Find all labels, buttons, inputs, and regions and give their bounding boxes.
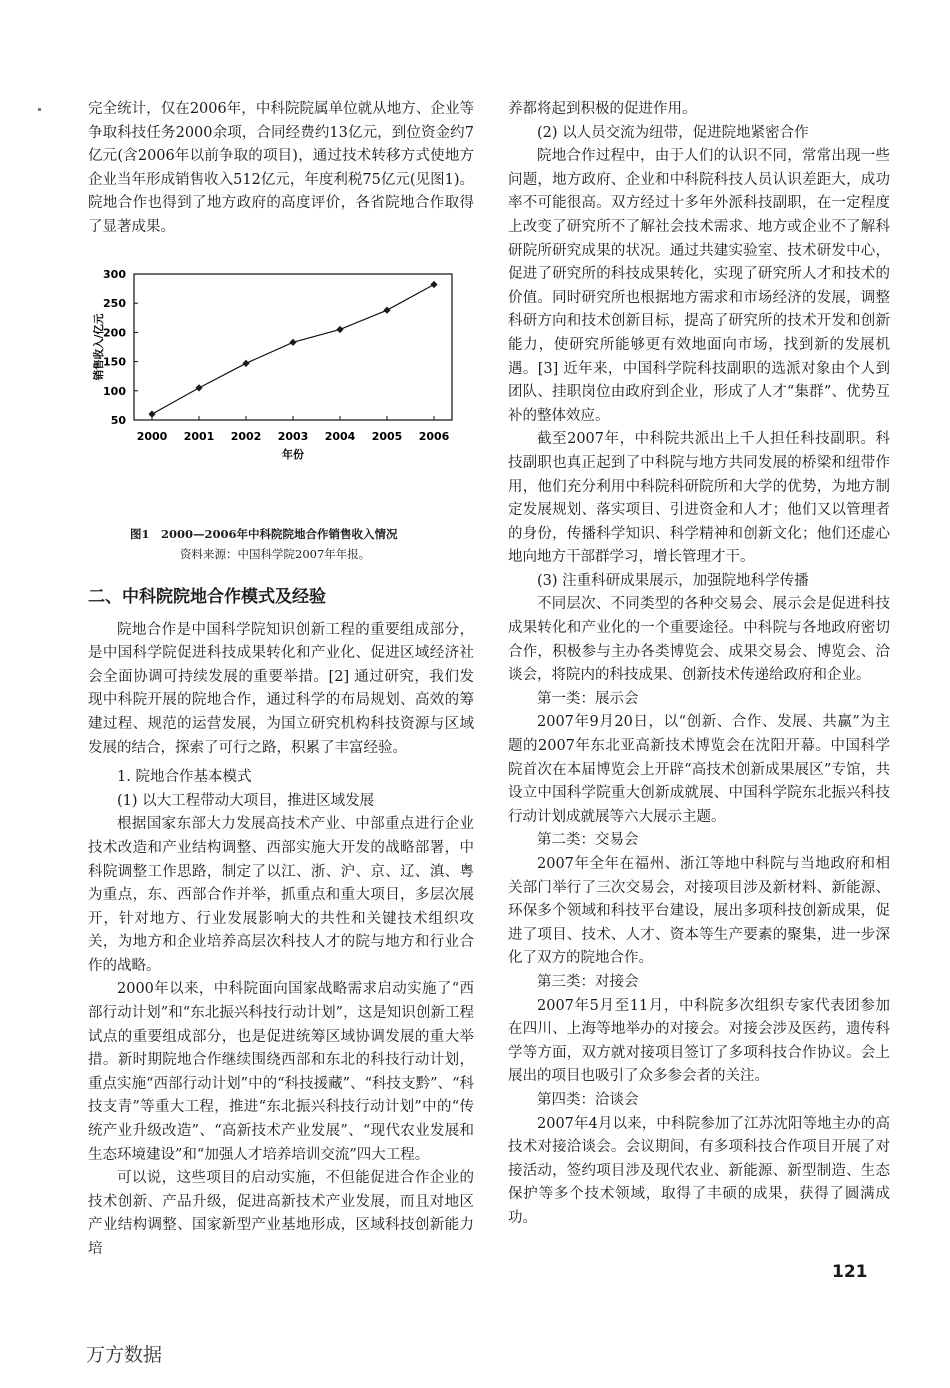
x-tick-label: 2001 bbox=[183, 429, 215, 443]
figure-1-chart bbox=[88, 266, 474, 524]
right-column bbox=[508, 98, 890, 1231]
x-tick-label: 2003 bbox=[277, 429, 309, 443]
category-2-paragraph: 2007年全年在福州、浙江等地中科院与当地政府和相关部门举行了三次交易会，对接项目涉及新材料、新能源、环保多个领域和科技平台建设，展出多项科技创新成果，促进了项目、技术、人才、资本等生产要素的聚集，进一步深化了双方的院地合作。 bbox=[508, 856, 890, 967]
data-point-2001 bbox=[195, 384, 202, 391]
category-1-heading: 第一类：展示会 bbox=[537, 690, 639, 707]
y-tick-label: 200 bbox=[103, 325, 126, 339]
category-1-paragraph: 2007年9月20日，以“创新、合作、发展、共赢”为主题的2007年东北亚高新技术博览会在沈阳开幕。中国科学院首次在本届博览会上开辟“高技术创新成果展区”专馆，共设立中国科学院重大创新成就展、中国科学院东北振兴科技行动计划成就展等六大展示主题。 bbox=[508, 714, 890, 825]
series-markers bbox=[148, 280, 437, 417]
left-column bbox=[88, 98, 474, 1262]
y-axis-label: 销售收入/亿元 bbox=[93, 313, 105, 380]
scan-speck bbox=[38, 108, 41, 111]
x-axis-label: 年份 bbox=[282, 447, 304, 461]
intro-paragraph: 完全统计，仅在2006年，中科院院属单位就从地方、企业等争取科技任务2000余项，合同经费约13亿元，到位资金约7亿元(含2006年以前争取的项目)，通过技术转移方式使地方企业当年形成销售收入512亿元，年度利税75亿元(见图1)。院地合作也得到了地方政府的高度评价，各省院地合作取得了显著成果。 bbox=[88, 101, 474, 235]
category-4-heading: 第四类：洽谈会 bbox=[537, 1091, 639, 1108]
item-2-paragraph: 院地合作过程中，由于人们的认识不同，常常出现一些问题，地方政府、企业和中科院科技人员认识差距大，成功率不可能很高。双方经过十多年外派科技副职，在一定程度上改变了研究所不了解社会技术需求、地方或企业不了解科研院所研究成果的状况。通过共建实验室、技术研发中心，促进了研究所的科技成果转化，实现了研究所人才和技术的价值。同时研究所也根据地方需求和市场经济的发展，调整科研方向和技术创新目标，提高了研究所的技术开发和创新能力，使研究所能够更有效地面向市场，找到新的发展机遇。[3] 近年来，中国科学院科技副职的选派对象由个人到团队、挂职岗位由政府到企业，形成了人才“集群”、优势互补的整体效应。 bbox=[508, 148, 890, 424]
paragraph-conclusion: 可以说，这些项目的启动实施，不但能促进合作企业的技术创新、产品升级，促进高新技术产业发展，而且对地区产业结构调整、国家新型产业基地形成，区域科技创新能力培 bbox=[88, 1170, 474, 1257]
watermark-logo: 万方数据 bbox=[86, 1344, 163, 1366]
data-point-2003 bbox=[289, 338, 296, 345]
figure-source: 资料来源：中国科学院2007年年报。 bbox=[180, 546, 371, 561]
y-tick-label: 100 bbox=[103, 384, 126, 398]
item-1-paragraph: 根据国家东部大力发展高技术产业、中部重点进行企业技术改造和产业结构调整、西部实施大开发的战略部署，中科院调整工作思路，制定了以江、浙、沪、京、辽、滇、粤为重点，东、西部合作并举，抓重点和重大项目，多层次展开，针对地方、行业发展影响大的共性和关键技术组织攻关，为地方和企业培养高层次科技人才的院与地方和行业合作的战略。 bbox=[88, 816, 474, 974]
data-point-2004 bbox=[336, 325, 343, 332]
page-number: 121 bbox=[832, 1262, 868, 1282]
data-point-2002 bbox=[242, 359, 249, 366]
x-tick-label: 2004 bbox=[324, 429, 356, 443]
y-axis-ticks bbox=[103, 268, 138, 427]
paragraph-2007: 截至2007年，中科院共派出上千人担任科技副职。科技副职也真正起到了中科院与地方共同发展的桥梁和纽带作用，他们充分利用中科院科研院所和大学的优势，为地方制定发展规划、落实项目、引进资金和人才；他们又以管理者的身份，传播科学知识、科学精神和创新文化；他们还虚心地向地方干部群学习，增长管理才干。 bbox=[508, 431, 890, 566]
data-point-2000 bbox=[148, 410, 155, 417]
x-tick-label: 2006 bbox=[418, 429, 450, 443]
x-tick-label: 2005 bbox=[371, 429, 403, 443]
category-3-paragraph: 2007年5月至11月，中科院多次组织专家代表团参加在四川、上海等地举办的对接会。对接会涉及医药，遗传科学等方面，双方就对接项目签订了多项科技合作协议。会上展出的项目也吸引了众多参会者的关注。 bbox=[508, 997, 890, 1085]
paragraph-2000: 2000年以来，中科院面向国家战略需求启动实施了“西部行动计划”和“东北振兴科技行动计划”，这是知识创新工程试点的重要组成部分，也是促进统筹区域协调发展的重大举措。新时期院地合作继续围绕西部和东北的科技行动计划，重点实施“西部行动计划”中的“科技援藏”、“科技支黔”、“科技支青”等重大工程，推进“东北振兴科技行动计划”中的“传统产业升级改造”、“高新技术产业发展”、“现代农业发展和生态环境建设”和“加强人才培养培训交流”四大工程。 bbox=[88, 981, 474, 1163]
item-2-heading: (2) 以人员交流为纽带，促进院地紧密合作 bbox=[537, 124, 809, 141]
category-3-heading: 第三类：对接会 bbox=[537, 973, 639, 990]
data-point-2005 bbox=[383, 306, 390, 313]
x-tick-label: 2000 bbox=[136, 429, 168, 443]
category-2-heading: 第二类：交易会 bbox=[537, 832, 639, 849]
y-tick-label: 250 bbox=[103, 296, 126, 310]
y-tick-label: 50 bbox=[110, 413, 126, 427]
continued-paragraph: 养都将起到积极的促进作用。 bbox=[508, 101, 697, 117]
item-1-heading: (1) 以大工程带动大项目，推进区域发展 bbox=[117, 792, 375, 809]
figure-caption: 图1 2000—2006年中科院院地合作销售收入情况 bbox=[130, 526, 398, 541]
category-4-paragraph: 2007年4月以来，中科院参加了江苏沈阳等地主办的高技术对接洽谈会。会议期间，有多项科技合作项目开展了对接活动，签约项目涉及现代农业、新能源、新型制造、生态保护等多个技术领域，取得了丰硕的成果，获得了圆满成功。 bbox=[508, 1115, 890, 1226]
item-3-paragraph: 不同层次、不同类型的各种交易会、展示会是促进科技成果转化和产业化的一个重要途径。中科院与各地政府密切合作，积极参与主办各类博览会、成果交易会、博览会、洽谈会，将院内的科技成果、创新技术传递给政府和企业。 bbox=[508, 596, 890, 684]
y-tick-label: 300 bbox=[103, 267, 126, 281]
line-chart bbox=[88, 266, 474, 524]
section-title: 二、中科院院地合作模式及经验 bbox=[88, 586, 326, 607]
y-tick-label: 150 bbox=[103, 355, 126, 369]
data-point-2006 bbox=[430, 280, 437, 287]
series-line bbox=[152, 284, 434, 414]
subheading-1: 1. 院地合作基本模式 bbox=[117, 769, 252, 786]
x-tick-label: 2002 bbox=[230, 429, 262, 443]
item-3-heading: (3) 注重科研成果展示，加强院地科学传播 bbox=[537, 572, 809, 589]
section-paragraph: 院地合作是中国科学院知识创新工程的重要组成部分，是中国科学院促进科技成果转化和产业化、促进区域经济社会全面协调可持续发展的重要举措。[2] 通过研究，我们发现中科院开展的院地合作，通过科学的布局规划、高效的筹建过程、规范的运营发展，为国立研究机构科技资源与区域发展的结合，探索了可行之路，积累了丰富经验。 bbox=[88, 621, 474, 756]
